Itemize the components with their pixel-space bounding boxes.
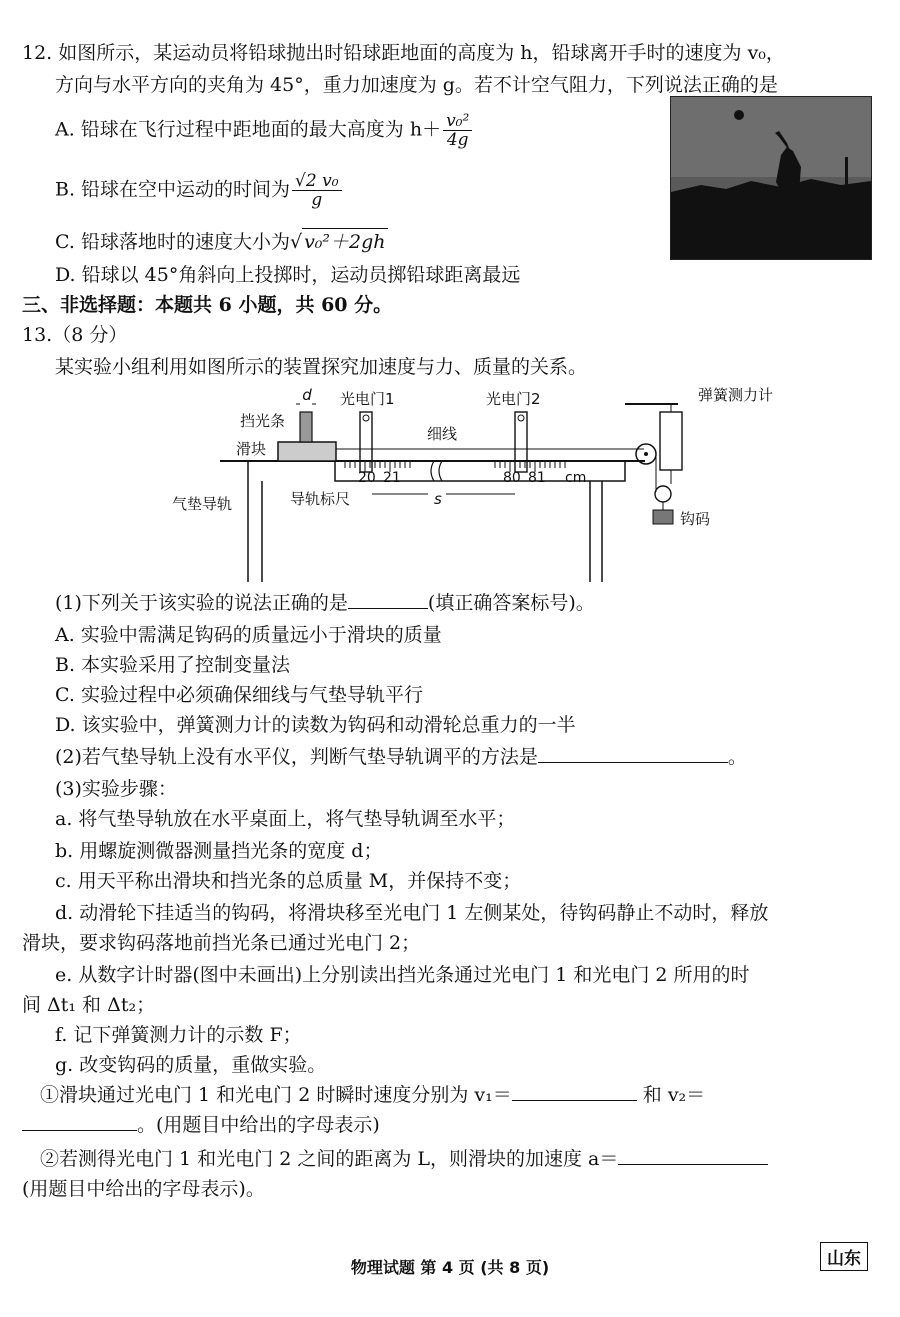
step-e-line2: 间 Δt₁ 和 Δt₂；: [22, 994, 156, 1016]
step-d-line2: 滑块，要求钩码落地前挡光条已通过光电门 2；: [22, 932, 421, 954]
q13-sub1-line2: 。(用题目中给出的字母表示): [22, 1112, 380, 1138]
step-f: f. 记下弹簧测力计的示数 F；: [55, 1024, 302, 1046]
label-shade: 挡光条: [240, 412, 286, 430]
experiment-diagram: [150, 384, 774, 584]
spring-scale: [660, 412, 682, 470]
label-gate-1: 光电门1: [340, 390, 395, 408]
answer-blank-a[interactable]: [618, 1146, 768, 1165]
answer-blank-2[interactable]: [538, 744, 728, 763]
label-ruler: 导轨标尺: [290, 490, 351, 508]
step-a: a. 将气垫导轨放在水平桌面上，将气垫导轨调至水平；: [55, 808, 516, 830]
step-c: c. 用天平称出滑块和挡光条的总质量 M，并保持不变；: [55, 870, 522, 892]
q13-header: 13.（8 分）: [22, 324, 128, 346]
step-d-line1: d. 动滑轮下挂适当的钩码，将滑块移至光电门 1 左侧某处，待钩码静止不动时，释放: [55, 902, 769, 924]
shot-put-photo: [670, 96, 872, 260]
q13-sub1-line1: ①滑块通过光电门 1 和光电门 2 时瞬时速度分别为 v₁＝ 和 v₂＝: [40, 1084, 706, 1106]
q13-p1-option-a: A. 实验中需满足钩码的质量远小于滑块的质量: [55, 624, 442, 646]
q13-intro: 某实验小组利用如图所示的装置探究加速度与力、质量的关系。: [55, 356, 588, 378]
region-badge: 山东: [820, 1242, 868, 1271]
label-weight: 钩码: [680, 510, 711, 528]
tick-20: 20: [358, 470, 376, 486]
q13-part1: (1)下列关于该实验的说法正确的是 (填正确答案标号)。: [55, 592, 595, 614]
tick-cm: cm: [565, 470, 587, 486]
page-footer: 物理试题 第 4 页 (共 8 页): [350, 1258, 550, 1277]
tick-81: 81: [528, 470, 546, 486]
q12-option-b: B. 铅球在空中运动的时间为 $\frac{\text{√2 v₀}}{g}$: [55, 172, 344, 209]
answer-blank-1[interactable]: [348, 590, 428, 609]
q13-part2: (2)若气垫导轨上没有水平仪，判断气垫导轨调平的方法是 。: [55, 746, 747, 768]
q12-option-a: A. 铅球在飞行过程中距地面的最大高度为 h＋ $\frac{\text{v₀²}}{4g}$: [55, 112, 474, 149]
label-d: d: [302, 386, 312, 404]
q12-stem-line1: 12. 如图所示，某运动员将铅球抛出时铅球距地面的高度为 h，铅球离开手时的速度为 v₀，: [22, 42, 785, 64]
step-b: b. 用螺旋测微器测量挡光条的宽度 d；: [55, 840, 383, 862]
answer-blank-v1[interactable]: [512, 1082, 637, 1101]
slider-block: [278, 442, 336, 461]
q13-sub2-line2: (用题目中给出的字母表示)。: [22, 1178, 265, 1200]
tick-21: 21: [383, 470, 401, 486]
moving-pulley: [655, 486, 671, 502]
label-gate-2: 光电门2: [486, 390, 541, 408]
q12-option-d: D. 铅球以 45°角斜向上投掷时，运动员掷铅球距离最远: [55, 264, 521, 286]
label-air-track: 气垫导轨: [172, 495, 233, 513]
label-spring-scale: 弹簧测力计: [698, 386, 774, 404]
label-slider: 滑块: [236, 440, 267, 458]
shade-strip: [300, 412, 312, 442]
hook-weight: [653, 510, 673, 524]
q13-part3: (3)实验步骤：: [55, 778, 177, 800]
label-s: s: [434, 490, 442, 508]
q12-stem-line2: 方向与水平方向的夹角为 45°，重力加速度为 g。若不计空气阻力，下列说法正确的是: [55, 74, 778, 96]
label-string: 细线: [427, 425, 458, 443]
q13-sub2-line1: ②若测得光电门 1 和光电门 2 之间的距离为 L，则滑块的加速度 a＝: [40, 1146, 768, 1172]
section-3-heading: 三、非选择题：本题共 6 小题，共 60 分。: [22, 294, 393, 316]
tick-80: 80: [503, 470, 521, 486]
q13-p1-option-d: D. 该实验中，弹簧测力计的读数为钩码和动滑轮总重力的一半: [55, 714, 576, 736]
q12-option-c: C. 铅球落地时的速度大小为√ v₀²＋2gh: [55, 228, 388, 255]
step-g: g. 改变钩码的质量，重做实验。: [55, 1054, 327, 1076]
q13-p1-option-c: C. 实验过程中必须确保细线与气垫导轨平行: [55, 684, 423, 706]
q13-p1-option-b: B. 本实验采用了控制变量法: [55, 654, 291, 676]
step-e-line1: e. 从数字计时器(图中未画出)上分别读出挡光条通过光电门 1 和光电门 2 所用的时: [55, 964, 750, 986]
answer-blank-v2[interactable]: [22, 1112, 137, 1131]
